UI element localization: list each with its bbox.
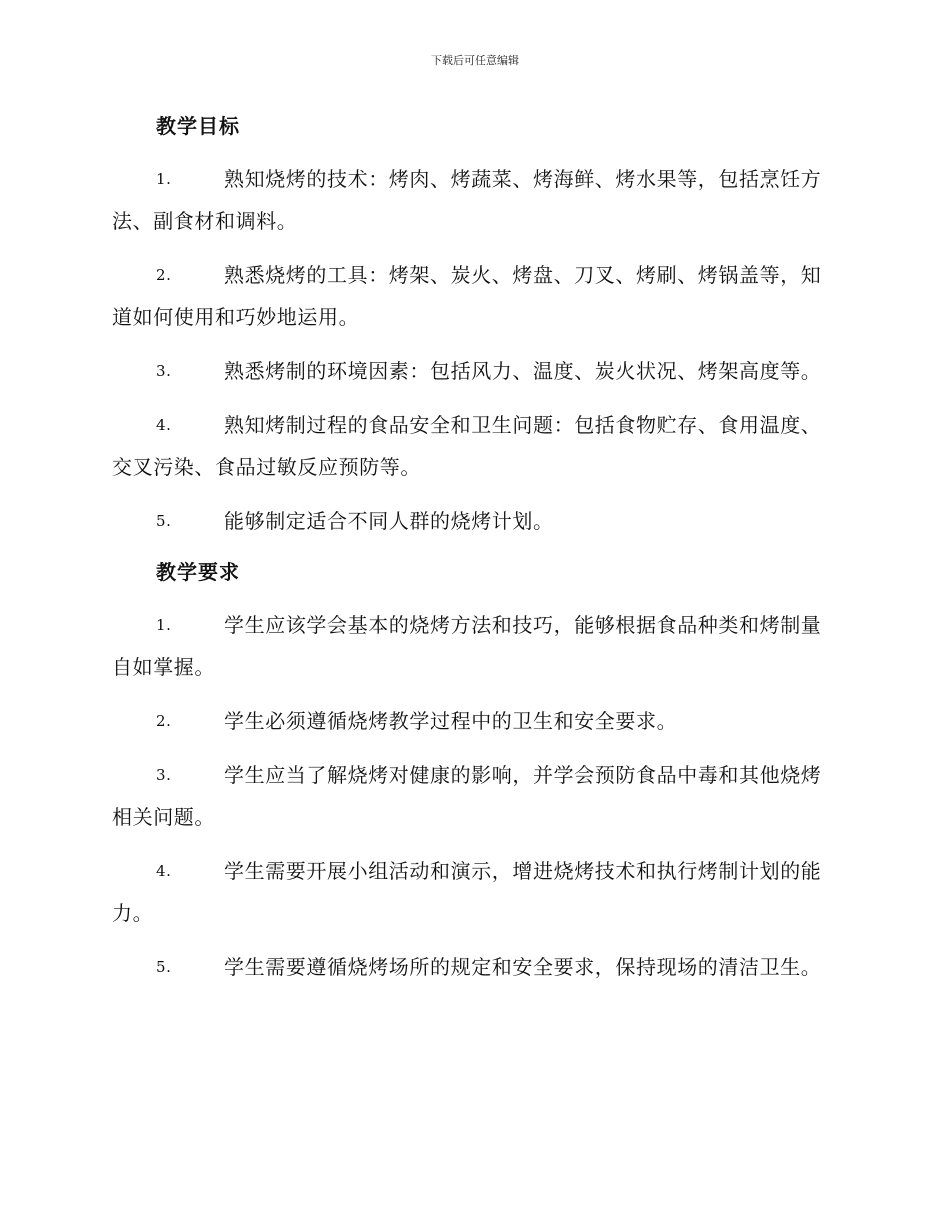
list-item-number: 4. [156,862,172,880]
list-item-number: 4. [156,416,172,434]
list-item [112,350,837,392]
list-item-text: 学生应当了解烧烤对健康的影响，并学会预防食品中毒和其他烧烤相关问题。 [112,763,822,829]
list-item-text: 熟悉烧烤的工具：烤架、炭火、烤盘、刀叉、烤刷、烤锅盖等，知道如何使用和巧妙地运用。 [112,263,822,329]
list-item [112,946,837,988]
list-item-number: 3. [156,362,172,380]
section-heading: 教学要求 [156,560,240,584]
list-item-number: 2. [156,712,172,730]
list-item-text: 熟知烤制过程的食品安全和卫生问题：包括食物贮存、食用温度、交叉污染、食品过敏反应预防等。 [112,413,822,479]
list-item-text: 熟悉烤制的环境因素：包括风力、温度、炭火状况、烤架高度等。 [224,359,822,383]
document-body [112,108,837,1000]
list-item [112,604,837,688]
list-item-number: 5. [156,512,172,530]
list-item-text: 学生应该学会基本的烧烤方法和技巧，能够根据食品种类和烤制量自如掌握。 [112,613,822,679]
list-item [112,254,837,338]
list-item-text: 能够制定适合不同人群的烧烤计划。 [224,509,554,533]
page-header: 下载后可任意编辑 [431,54,519,67]
section-teaching-requirements [112,554,837,988]
list-item [112,500,837,542]
list-item-text: 熟知烧烤的技术：烤肉、烤蔬菜、烤海鲜、烤水果等，包括烹饪方法、副食材和调料。 [112,167,822,233]
list-item [112,700,837,742]
list-item [112,754,837,838]
list-item [112,404,837,488]
list-item-number: 3. [156,766,172,784]
list-item [112,158,837,242]
list-item-number: 5. [156,958,172,976]
list-item-text: 学生必须遵循烧烤教学过程中的卫生和安全要求。 [224,709,678,733]
list-item-number: 1. [156,170,172,188]
section-heading: 教学目标 [156,114,240,138]
list-item-number: 2. [156,266,172,284]
list-item-text: 学生需要开展小组活动和演示，增进烧烤技术和执行烤制计划的能力。 [112,859,822,925]
list-item [112,850,837,934]
list-item-number: 1. [156,616,172,634]
section-teaching-goals [112,108,837,542]
list-item-text: 学生需要遵循烧烤场所的规定和安全要求，保持现场的清洁卫生。 [224,955,822,979]
